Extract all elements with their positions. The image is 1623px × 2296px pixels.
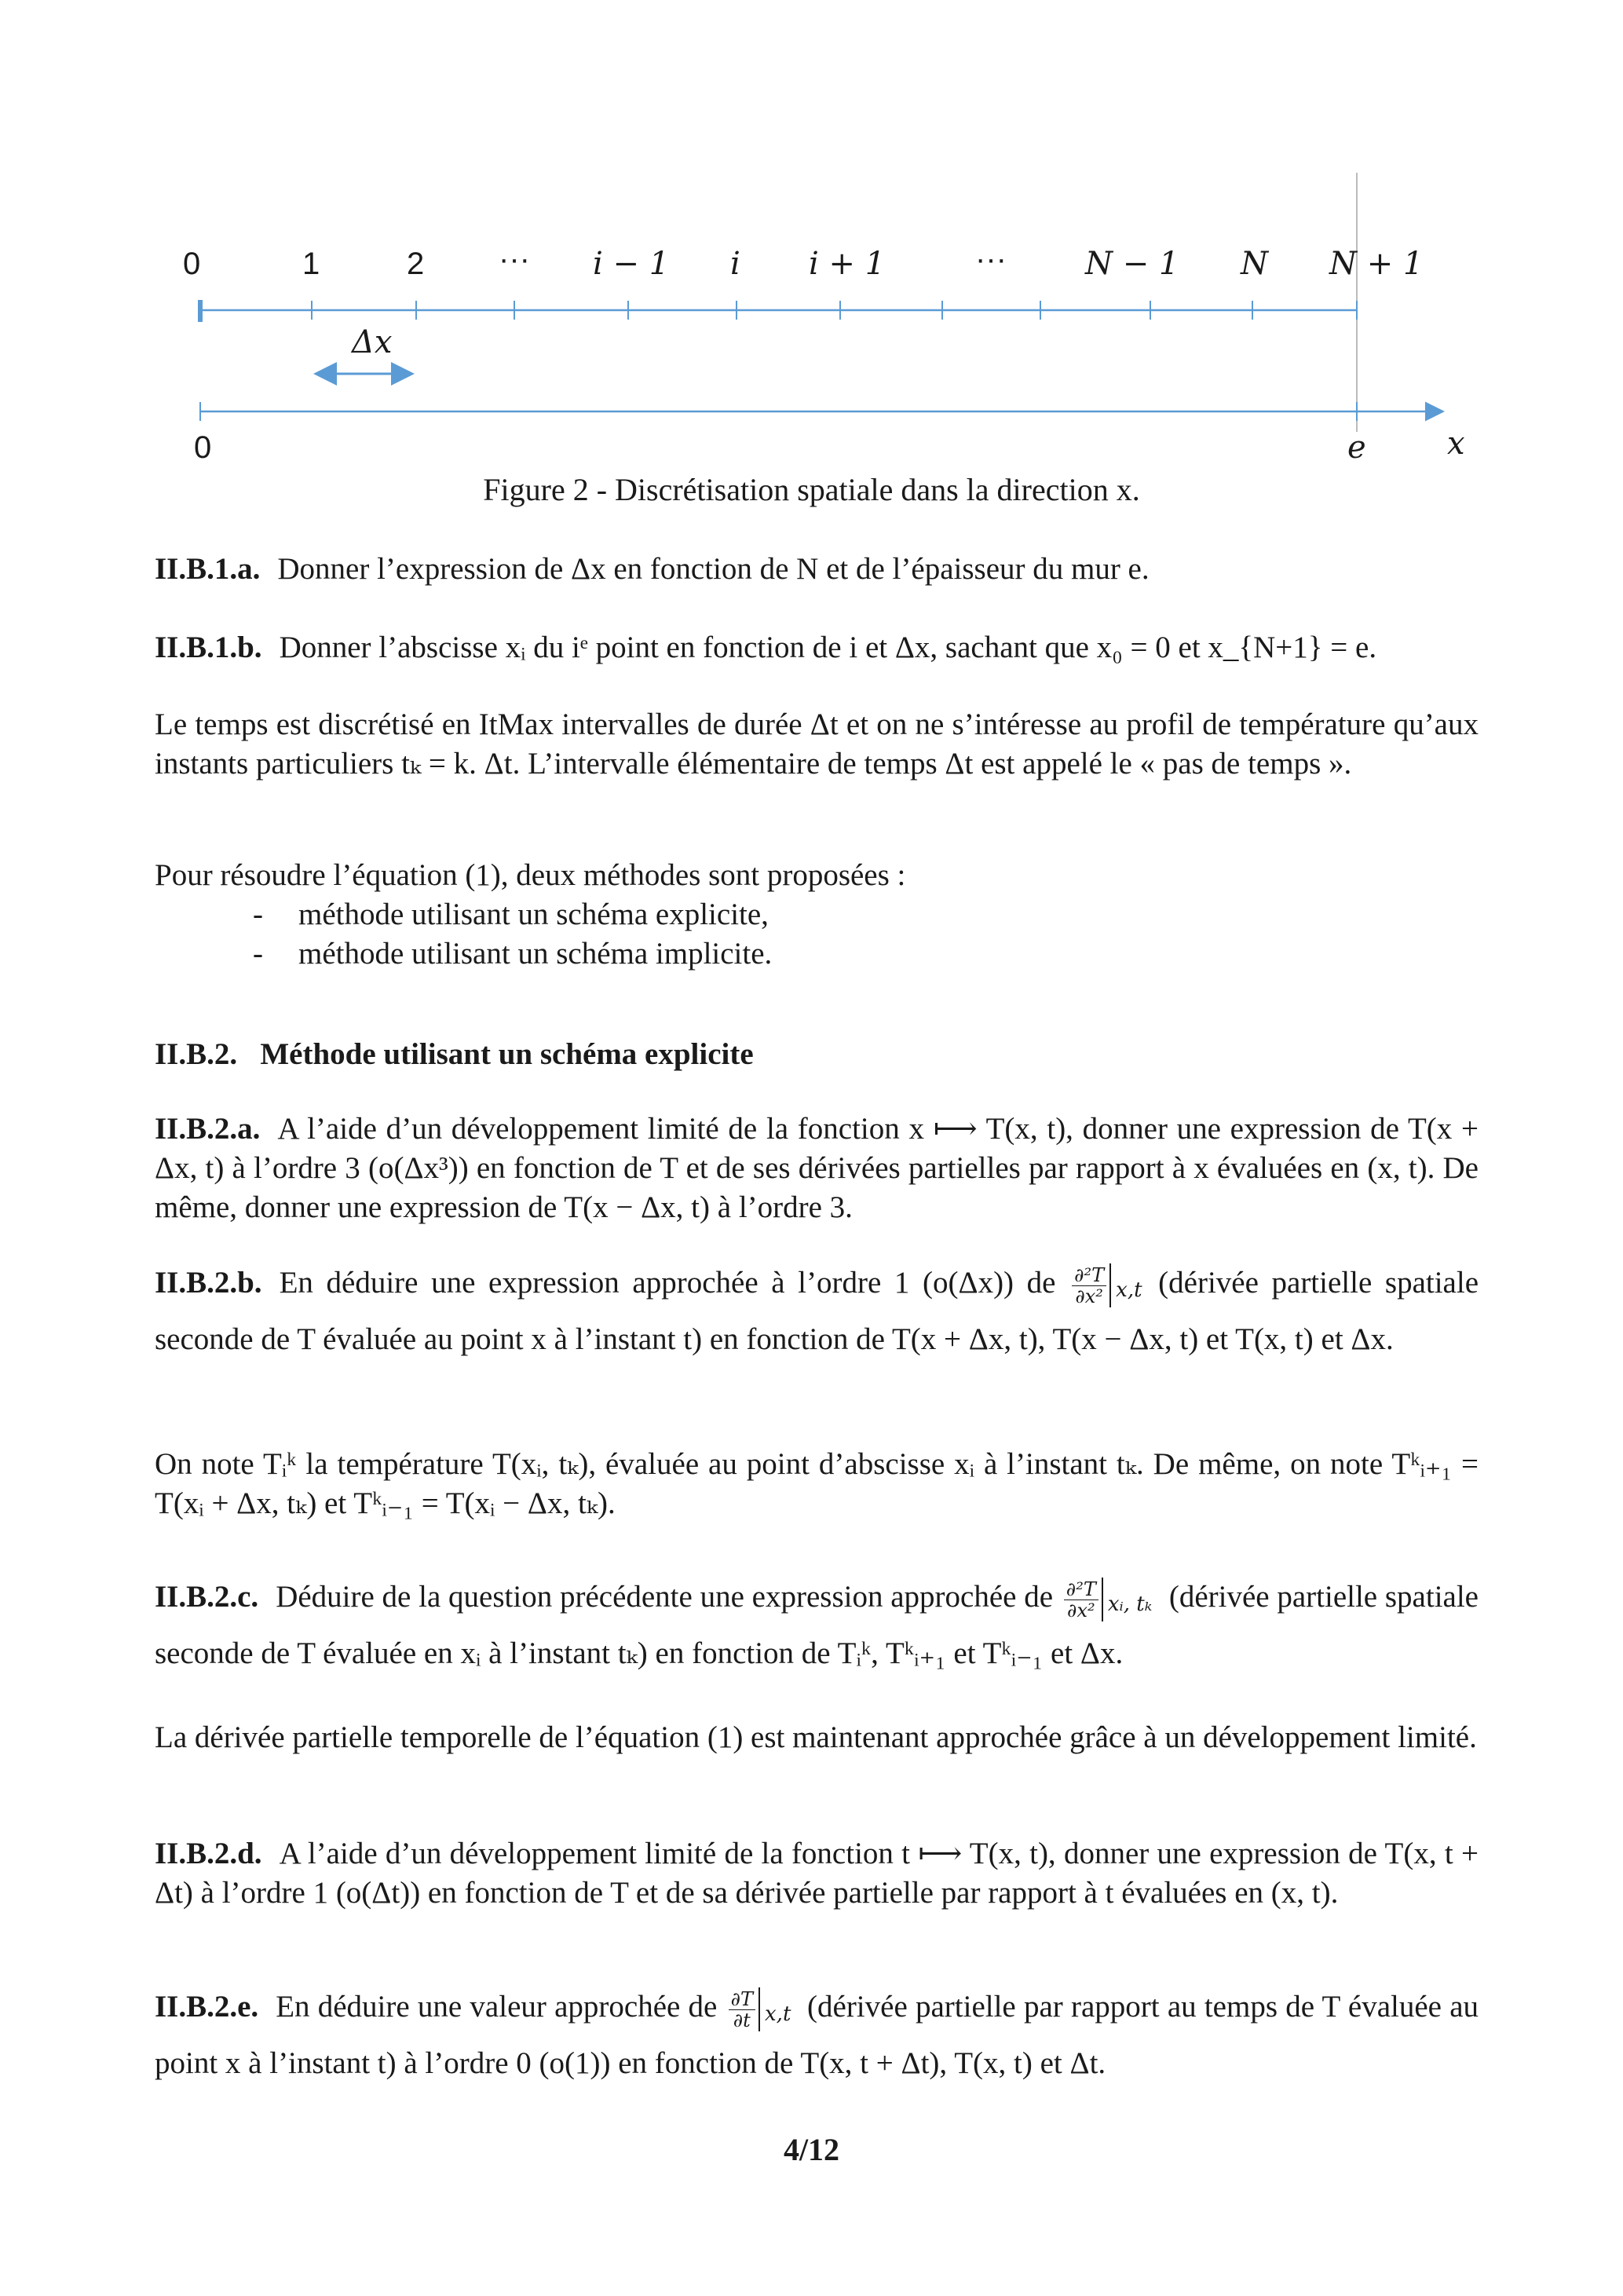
node-label: N − 1 bbox=[1085, 246, 1179, 282]
node-label: ··· bbox=[499, 242, 530, 276]
methods-block bbox=[155, 856, 1479, 974]
paragraph-time-discretization: Le temps est discrétisé en ItMax intervalles de durée Δt et on ne s’intéresse au profil de température qu’aux instants particuliers tₖ = k. Δt. L’intervalle élémentaire de temps Δt est appelé le « pas de temps ». bbox=[155, 707, 1479, 781]
question-II-B-2-a bbox=[155, 1110, 1479, 1227]
node-label: i − 1 bbox=[593, 246, 670, 282]
question-II-B-1-b bbox=[155, 628, 1479, 667]
methods-intro: Pour résoudre l’équation (1), deux méthodes sont proposées : bbox=[155, 858, 906, 892]
axis-origin-label: 0 bbox=[194, 430, 212, 465]
node-label: 1 bbox=[302, 247, 320, 281]
node-label: i bbox=[730, 246, 740, 282]
question-text-continued: (dérivée partielle spatiale seconde de T évaluée au point x à l’instant t) en fonction de T(x + Δx, t), T(x − Δx, t) et T(x, t) et Δx. bbox=[155, 1266, 1479, 1356]
question-text: En déduire une expression approchée à l’ordre 1 (o(Δx)) de bbox=[279, 1266, 1056, 1300]
list-item: - méthode utilisant un schéma explicite, bbox=[253, 898, 769, 931]
node-label: ··· bbox=[975, 242, 1007, 276]
node-label: N bbox=[1241, 246, 1268, 282]
axis-e-label: e bbox=[1347, 430, 1366, 466]
discretization-figure bbox=[157, 220, 1492, 479]
node-label: N + 1 bbox=[1329, 246, 1424, 282]
question-text: A l’aide d’un développement limité de la fonction t ⟼ T(x, t), donner une expression de T(x, t + Δt) à l’ordre 1 (o(Δt)) en fonction de T et de sa dérivée partielle par rapport à t évaluées en (x, t). bbox=[155, 1837, 1479, 1910]
question-label: II.B.2.b. bbox=[155, 1266, 262, 1300]
second-derivative-fraction: $\frac{\text{∂²T}}{\text{∂x²}}$ bbox=[1072, 1265, 1106, 1307]
time-derivative-fraction: $\frac{\partial T}{\partial t}$ bbox=[729, 1989, 755, 2031]
question-label: II.B.2.a. bbox=[155, 1112, 261, 1146]
question-text: En déduire une valeur approchée de bbox=[276, 1990, 718, 2024]
evaluation-bar: x,t bbox=[758, 1987, 760, 2031]
list-item: - méthode utilisant un schéma implicite. bbox=[253, 937, 773, 971]
question-II-B-2-c bbox=[155, 1569, 1479, 1682]
figure-caption: Figure 2 - Discrétisation spatiale dans la direction x. bbox=[483, 472, 1140, 507]
question-text: A l’aide d’un développement limité de la fonction x ⟼ T(x, t), donner une expression de T(x + Δx, t) à l’ordre 3 (o(Δx³)) en fonction de T et de ses dérivées partielles par rapport à x évaluées en (x, t). De même, donner une expression de T(x − Δx, t) à l’ordre 3. bbox=[155, 1112, 1479, 1224]
question-label: II.B.1.b. bbox=[155, 631, 262, 664]
node-label: 2 bbox=[407, 247, 425, 281]
question-II-B-2-d bbox=[155, 1834, 1479, 1913]
question-II-B-2-b bbox=[155, 1255, 1479, 1368]
question-text: Donner l’abscisse xᵢ du iᵉ point en fonction de i et Δx, sachant que x₀ = 0 et x_{N+1} = e. bbox=[279, 631, 1377, 664]
section-heading-II-B-2: II.B.2. Méthode utilisant un schéma explicite bbox=[155, 1037, 754, 1071]
question-label: II.B.2.d. bbox=[155, 1837, 262, 1870]
paragraph-temporal: La dérivée partielle temporelle de l’équation (1) est maintenant approchée grâce à un développement limité. bbox=[155, 1720, 1477, 1754]
node-label: 0 bbox=[183, 247, 201, 281]
question-II-B-2-e bbox=[155, 1979, 1479, 2092]
dx-label: Δx bbox=[352, 324, 393, 360]
paragraph-notation: On note Tᵢᵏ la température T(xᵢ, tₖ), évaluée au point d’abscisse xᵢ à l’instant tₖ. De même, on note Tᵏᵢ₊₁ = T(xᵢ + Δx, tₖ) et Tᵏᵢ₋₁ = T(xᵢ − Δx, tₖ). bbox=[155, 1447, 1479, 1520]
second-derivative-fraction: $\frac{\text{∂²T}}{\text{∂x²}}$ bbox=[1064, 1579, 1098, 1621]
node-label: i + 1 bbox=[809, 246, 886, 282]
question-label: II.B.2.c. bbox=[155, 1580, 259, 1614]
evaluation-bar: xᵢ, tₖ bbox=[1102, 1578, 1103, 1621]
axis-x-label: x bbox=[1447, 426, 1465, 462]
question-label: II.B.1.a. bbox=[155, 552, 261, 586]
question-text: Donner l’expression de Δx en fonction de N et de l’épaisseur du mur e. bbox=[277, 552, 1150, 586]
evaluation-bar: x,t bbox=[1109, 1263, 1111, 1307]
page-number: 4/12 bbox=[783, 2132, 840, 2167]
question-text: Déduire de la question précédente une expression approchée de bbox=[276, 1580, 1054, 1614]
question-label: II.B.2.e. bbox=[155, 1990, 259, 2024]
question-II-B-1-a bbox=[155, 550, 1479, 589]
question-text-continued: (dérivée partielle spatiale seconde de T évaluée en xᵢ à l’instant tₖ) en fonction de Tᵢᵏ, Tᵏᵢ₊₁ et Tᵏᵢ₋₁ et Δx. bbox=[155, 1580, 1479, 1670]
question-text-continued: (dérivée partielle par rapport au temps de T évaluée au point x à l’instant t) à l’ordre 0 (o(1)) en fonction de T(x, t + Δt), T(x, t) et Δt. bbox=[155, 1990, 1479, 2080]
methods-list bbox=[155, 895, 1479, 974]
